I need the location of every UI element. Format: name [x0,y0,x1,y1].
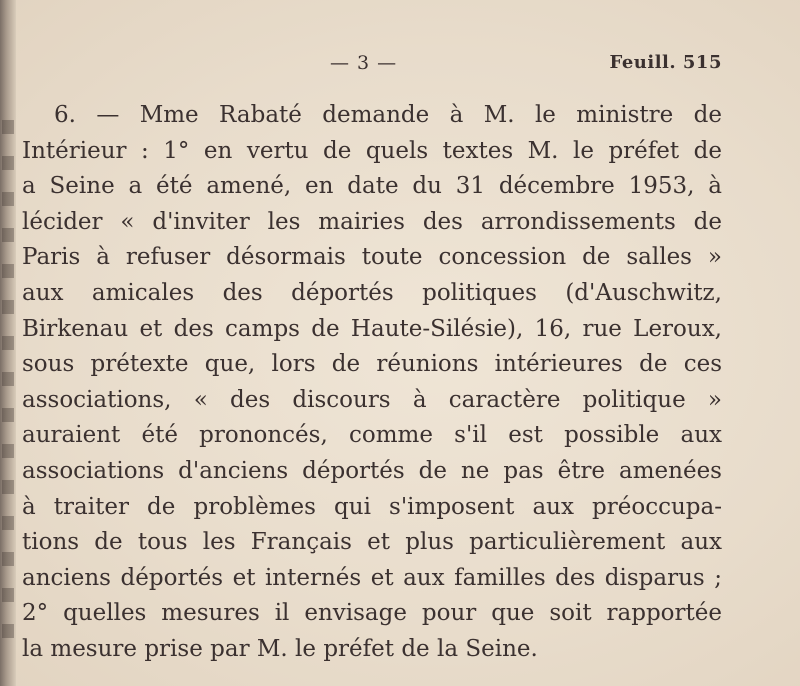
text-line: aux amicales des déportés politiques (d'Auschwitz, [22,279,722,306]
text-line: la mesure prise par M. le préfet de la Seine. [22,635,538,662]
text-line: à traiter de problèmes qui s'imposent aux préoccupa- [22,493,722,520]
text-line: a Seine a été amené, en date du 31 décembre 1953, à [22,173,722,200]
text-line: 2° quelles mesures il envisage pour que soit rapportée [22,600,722,627]
text-line: auraient été prononcés, comme s'il est possible aux [22,422,722,449]
page-number: — 3 — [330,52,398,74]
text-line: 6. — Mme Rabaté demande à M. le ministre de [54,102,722,128]
sheet-reference: Feuill. 515 [609,52,722,73]
text-line: lécider « d'inviter les mairies des arrondissements de [22,208,722,235]
question-paragraph [22,98,722,668]
text-line: anciens déportés et internés et aux familles des disparus ; [22,564,722,591]
text-line: associations, « des discours à caractère politique » [22,386,722,413]
text-line: Birkenau et des camps de Haute-Silésie), 16, rue Leroux, [22,315,722,342]
page-header [0,52,800,84]
text-line: tions de tous les Français et plus particulièrement aux [22,529,722,556]
text-line: Paris à refuser désormais toute concession de salles » [22,244,722,271]
text-line: associations d'anciens déportés de ne pas être amenées [22,457,722,484]
text-line: Intérieur : 1° en vertu de quels textes M. le préfet de [22,137,722,164]
binding-gutter [0,0,16,686]
gutter-shadow-marks [2,120,14,660]
text-line: sous prétexte que, lors de réunions intérieures de ces [22,351,722,378]
